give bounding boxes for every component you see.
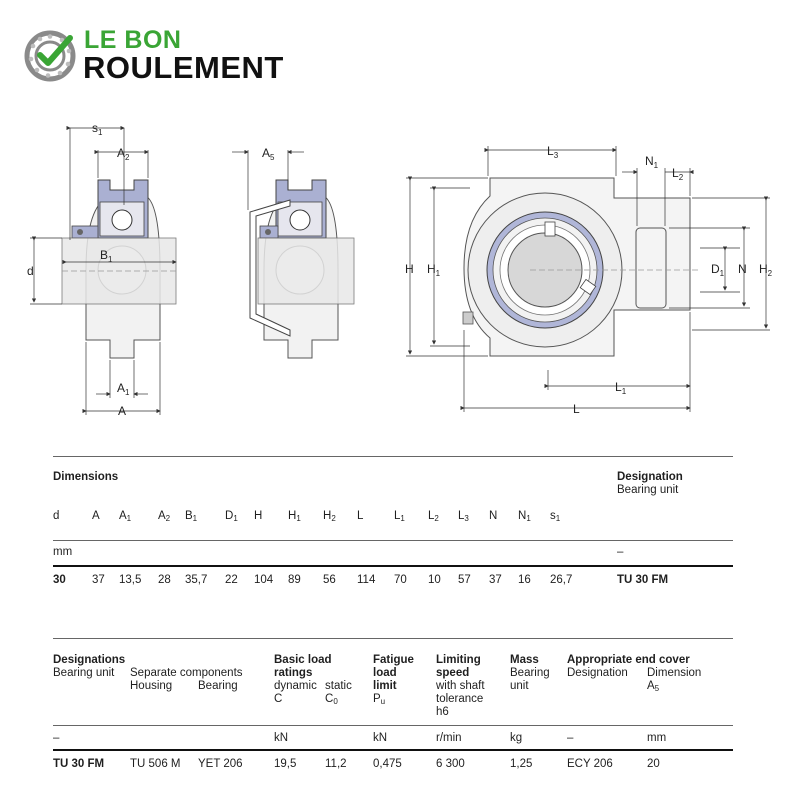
label-b1: $B_1$	[100, 248, 113, 264]
row-cover-designation: ECY 206	[567, 758, 613, 770]
label-a2: $A_2$	[117, 146, 130, 162]
col-fatigue-load: load	[373, 667, 397, 679]
dimension-header: $H_1$	[288, 510, 301, 523]
col-static-symbol: $C_0$	[325, 693, 338, 706]
dimension-header: $A_1$	[119, 510, 132, 523]
dimension-header: $H_2$	[323, 510, 336, 523]
label-h1: $H_1$	[427, 262, 441, 278]
col-dynamic-symbol: C	[274, 693, 283, 705]
row-fatigue: 0,475	[373, 758, 402, 770]
divider	[53, 565, 733, 567]
row-cover-dimension: 20	[647, 758, 660, 770]
dimension-header: A	[92, 510, 100, 522]
dimension-header: $A_2$	[158, 510, 171, 523]
row-dynamic: 19,5	[274, 758, 297, 770]
label-l: L	[573, 402, 580, 416]
logo-line-1: LE BON	[84, 26, 182, 54]
section-view-1	[62, 180, 176, 358]
divider	[53, 749, 733, 751]
dimension-header: L	[357, 510, 364, 522]
designation-value: TU 30 FM	[617, 574, 669, 586]
col-separate-components: Separate components	[130, 667, 243, 679]
section-view-2	[250, 180, 354, 358]
dimension-value: 30	[53, 574, 66, 586]
logo-line-2: ROULEMENT	[83, 50, 284, 85]
row-bearing: YET 206	[198, 758, 243, 770]
col-mass-unit: unit	[510, 680, 529, 692]
col-designations: Designations	[53, 654, 126, 666]
col-bearing-unit: Bearing unit	[53, 667, 115, 679]
col-cover-dim-symbol: $A_5$	[647, 680, 660, 693]
dimension-value: 37	[92, 574, 105, 586]
row-speed: 6 300	[436, 758, 465, 770]
col-bearing: Bearing	[198, 680, 238, 692]
front-view	[463, 178, 700, 356]
dimension-value: 37	[489, 574, 502, 586]
label-d1: $D_1$	[711, 262, 725, 278]
col-h6: h6	[436, 706, 449, 718]
label-n: N	[738, 262, 747, 276]
col-cover-designation: Designation	[567, 667, 628, 679]
unit-unit: –	[53, 732, 60, 744]
row-bearing-unit: TU 30 FM	[53, 758, 105, 770]
brand-logo	[24, 24, 304, 88]
dimension-value: 10	[428, 574, 441, 586]
designation-title: Designation	[617, 471, 683, 483]
col-fatigue: Fatigue	[373, 654, 414, 666]
dimension-value: 89	[288, 574, 301, 586]
row-housing: TU 506 M	[130, 758, 181, 770]
dimension-value: 22	[225, 574, 238, 586]
label-a5: $A_5$	[262, 146, 275, 162]
dimension-header: $s_1$	[550, 510, 561, 523]
dimension-header: $D_1$	[225, 510, 238, 523]
dimension-header: N	[489, 510, 498, 522]
dimension-value: 13,5	[119, 574, 142, 586]
dimension-value: 70	[394, 574, 407, 586]
row-static: 11,2	[325, 758, 347, 770]
dimension-header: $N_1$	[518, 510, 531, 523]
label-a1: $A_1$	[117, 381, 130, 397]
dimension-value: 104	[254, 574, 274, 586]
dimensions-title: Dimensions	[53, 471, 119, 483]
dimension-value: 56	[323, 574, 336, 586]
divider	[53, 638, 733, 639]
dimension-value: 26,7	[550, 574, 573, 586]
col-dynamic: dynamic	[274, 680, 317, 692]
dimension-value: 57	[458, 574, 471, 586]
row-mass: 1,25	[510, 758, 533, 770]
label-l1: $L_1$	[615, 380, 627, 396]
col-tolerance: tolerance	[436, 693, 484, 705]
unit-fatigue: kN	[373, 732, 388, 744]
dimension-header: $L_1$	[394, 510, 405, 523]
divider	[53, 456, 733, 457]
dimension-header: $L_3$	[458, 510, 469, 523]
col-housing: Housing	[130, 680, 173, 692]
unit-dim: mm	[647, 732, 667, 744]
col-mass-bearing: Bearing	[510, 667, 550, 679]
col-fatigue-symbol: $P_u$	[373, 693, 386, 706]
label-s1: $s_1$	[92, 121, 103, 137]
dimension-header: $L_2$	[428, 510, 439, 523]
col-with-shaft: with shaft	[436, 680, 485, 692]
dimension-header: H	[254, 510, 263, 522]
label-h: H	[405, 262, 414, 276]
divider	[53, 540, 733, 541]
label-h2: $H_2$	[759, 262, 773, 278]
label-l2: $L_2$	[672, 166, 684, 182]
designation-subtitle: Bearing unit	[617, 484, 679, 496]
label-n1: $N_1$	[645, 154, 659, 170]
col-mass: Mass	[510, 654, 539, 666]
unit-mass: kg	[510, 732, 523, 744]
unit-designation: –	[617, 546, 624, 558]
col-basic-load-ratings: ratings	[274, 667, 313, 679]
col-cover-dimension: Dimension	[647, 667, 702, 679]
unit-label: mm	[53, 546, 73, 558]
unit-cover: –	[567, 732, 574, 744]
col-basic-load: Basic load	[274, 654, 332, 666]
technical-drawing	[0, 110, 800, 430]
unit-load: kN	[274, 732, 289, 744]
dimension-value: 114	[357, 574, 376, 586]
label-d: d	[27, 264, 34, 278]
bearing-check-icon	[24, 28, 78, 82]
col-static: static	[325, 680, 352, 692]
dimension-value: 16	[518, 574, 531, 586]
col-speed: speed	[436, 667, 470, 679]
divider	[53, 725, 733, 726]
dimension-header: $B_1$	[185, 510, 198, 523]
col-limiting: Limiting	[436, 654, 481, 666]
label-l3: $L_3$	[547, 144, 559, 160]
col-end-cover: Appropriate end cover	[567, 654, 690, 666]
col-fatigue-limit: limit	[373, 680, 397, 692]
unit-speed: r/min	[436, 732, 462, 744]
dimension-value: 35,7	[185, 574, 208, 586]
label-a: A	[118, 404, 127, 418]
dimension-value: 28	[158, 574, 171, 586]
dimension-header: d	[53, 510, 60, 522]
